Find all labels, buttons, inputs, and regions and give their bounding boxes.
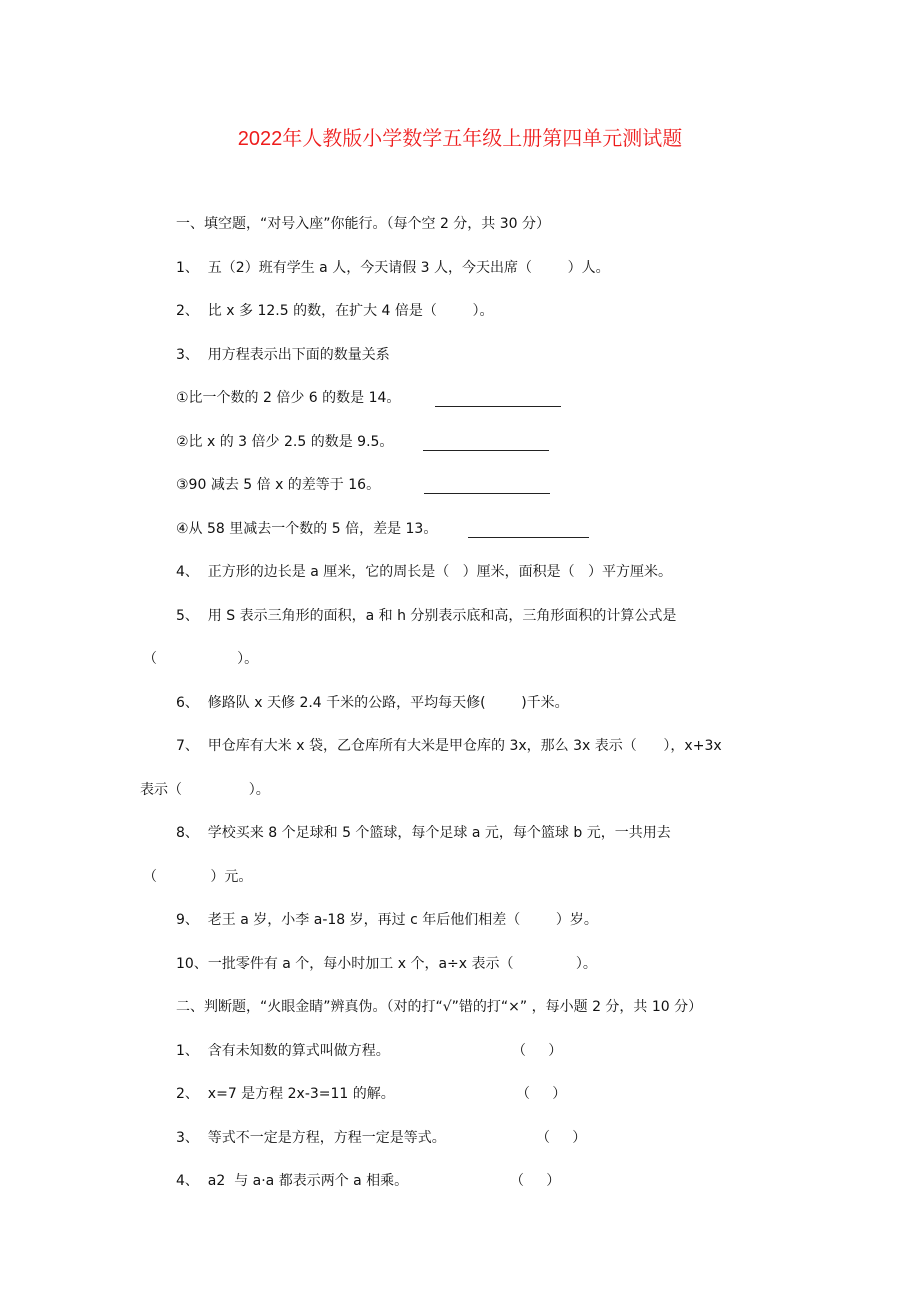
answer-blank-3-3[interactable] [424,479,550,494]
question-4: 4、 正方形的边长是 a 厘米，它的周长是（ ）厘米，面积是（ ）平方厘米。 [176,564,672,580]
question-3-3: ③90 减去 5 倍 x 的差等于 16。 [176,477,381,493]
judge-answer-4[interactable]: （ ） [510,1173,561,1189]
judge-question-2: 2、 x=7 是方程 2x-3=11 的解。 [176,1086,395,1102]
judge-question-1: 1、 含有未知数的算式叫做方程。 [176,1043,390,1059]
section2-heading: 二、判断题，“火眼金睛”辨真伪。（对的打“√”错的打“×” ，每小题 2 分，共 10 分） [176,999,703,1015]
question-6: 6、 修路队 x 天修 2.4 千米的公路，平均每天修( )千米。 [176,695,569,711]
question-7-line1: 7、 甲仓库有大米 x 袋，乙仓库所有大米是甲仓库的 3x，那么 3x 表示（ ），x+3x [176,738,722,754]
question-3-1: ①比一个数的 2 倍少 6 的数是 14。 [176,390,401,406]
judge-answer-3[interactable]: （ ） [536,1130,587,1146]
question-8-line2: （ ）元。 [143,869,253,885]
question-3-4: ④从 58 里减去一个数的 5 倍，差是 13。 [176,521,438,537]
section1-heading: 一、填空题，“对号入座”你能行。（每个空 2 分，共 30 分） [176,216,551,232]
answer-blank-3-1[interactable] [435,392,561,407]
answer-blank-3-4[interactable] [468,523,589,538]
question-1: 1、 五（2）班有学生 a 人，今天请假 3 人，今天出席（ ）人。 [176,260,610,276]
question-10: 10、一批零件有 a 个，每小时加工 x 个，a÷x 表示（ ）。 [176,956,597,972]
answer-blank-3-2[interactable] [423,436,549,451]
question-3-2: ②比 x 的 3 倍少 2.5 的数是 9.5。 [176,434,394,450]
judge-answer-1[interactable]: （ ） [512,1043,563,1059]
judge-question-4: 4、 a2 与 a·a 都表示两个 a 相乘。 [176,1173,409,1189]
document-title: 2022年人教版小学数学五年级上册第四单元测试题 [237,128,683,150]
question-9: 9、 老王 a 岁，小李 a-18 岁，再过 c 年后他们相差（ ）岁。 [176,912,598,928]
question-2: 2、 比 x 多 12.5 的数，在扩大 4 倍是（ ）。 [176,303,494,319]
question-8-line1: 8、 学校买来 8 个足球和 5 个篮球，每个足球 a 元，每个篮球 b 元，一共用去 [176,825,671,841]
question-3: 3、 用方程表示出下面的数量关系 [176,347,390,363]
question-5-line1: 5、 用 S 表示三角形的面积，a 和 h 分别表示底和高，三角形面积的计算公式是 [176,608,677,624]
judge-question-3: 3、 等式不一定是方程，方程一定是等式。 [176,1130,446,1146]
judge-answer-2[interactable]: （ ） [516,1086,567,1102]
question-5-line2: （ ）。 [143,651,259,667]
question-7-line2: 表示（ ）。 [140,782,270,798]
